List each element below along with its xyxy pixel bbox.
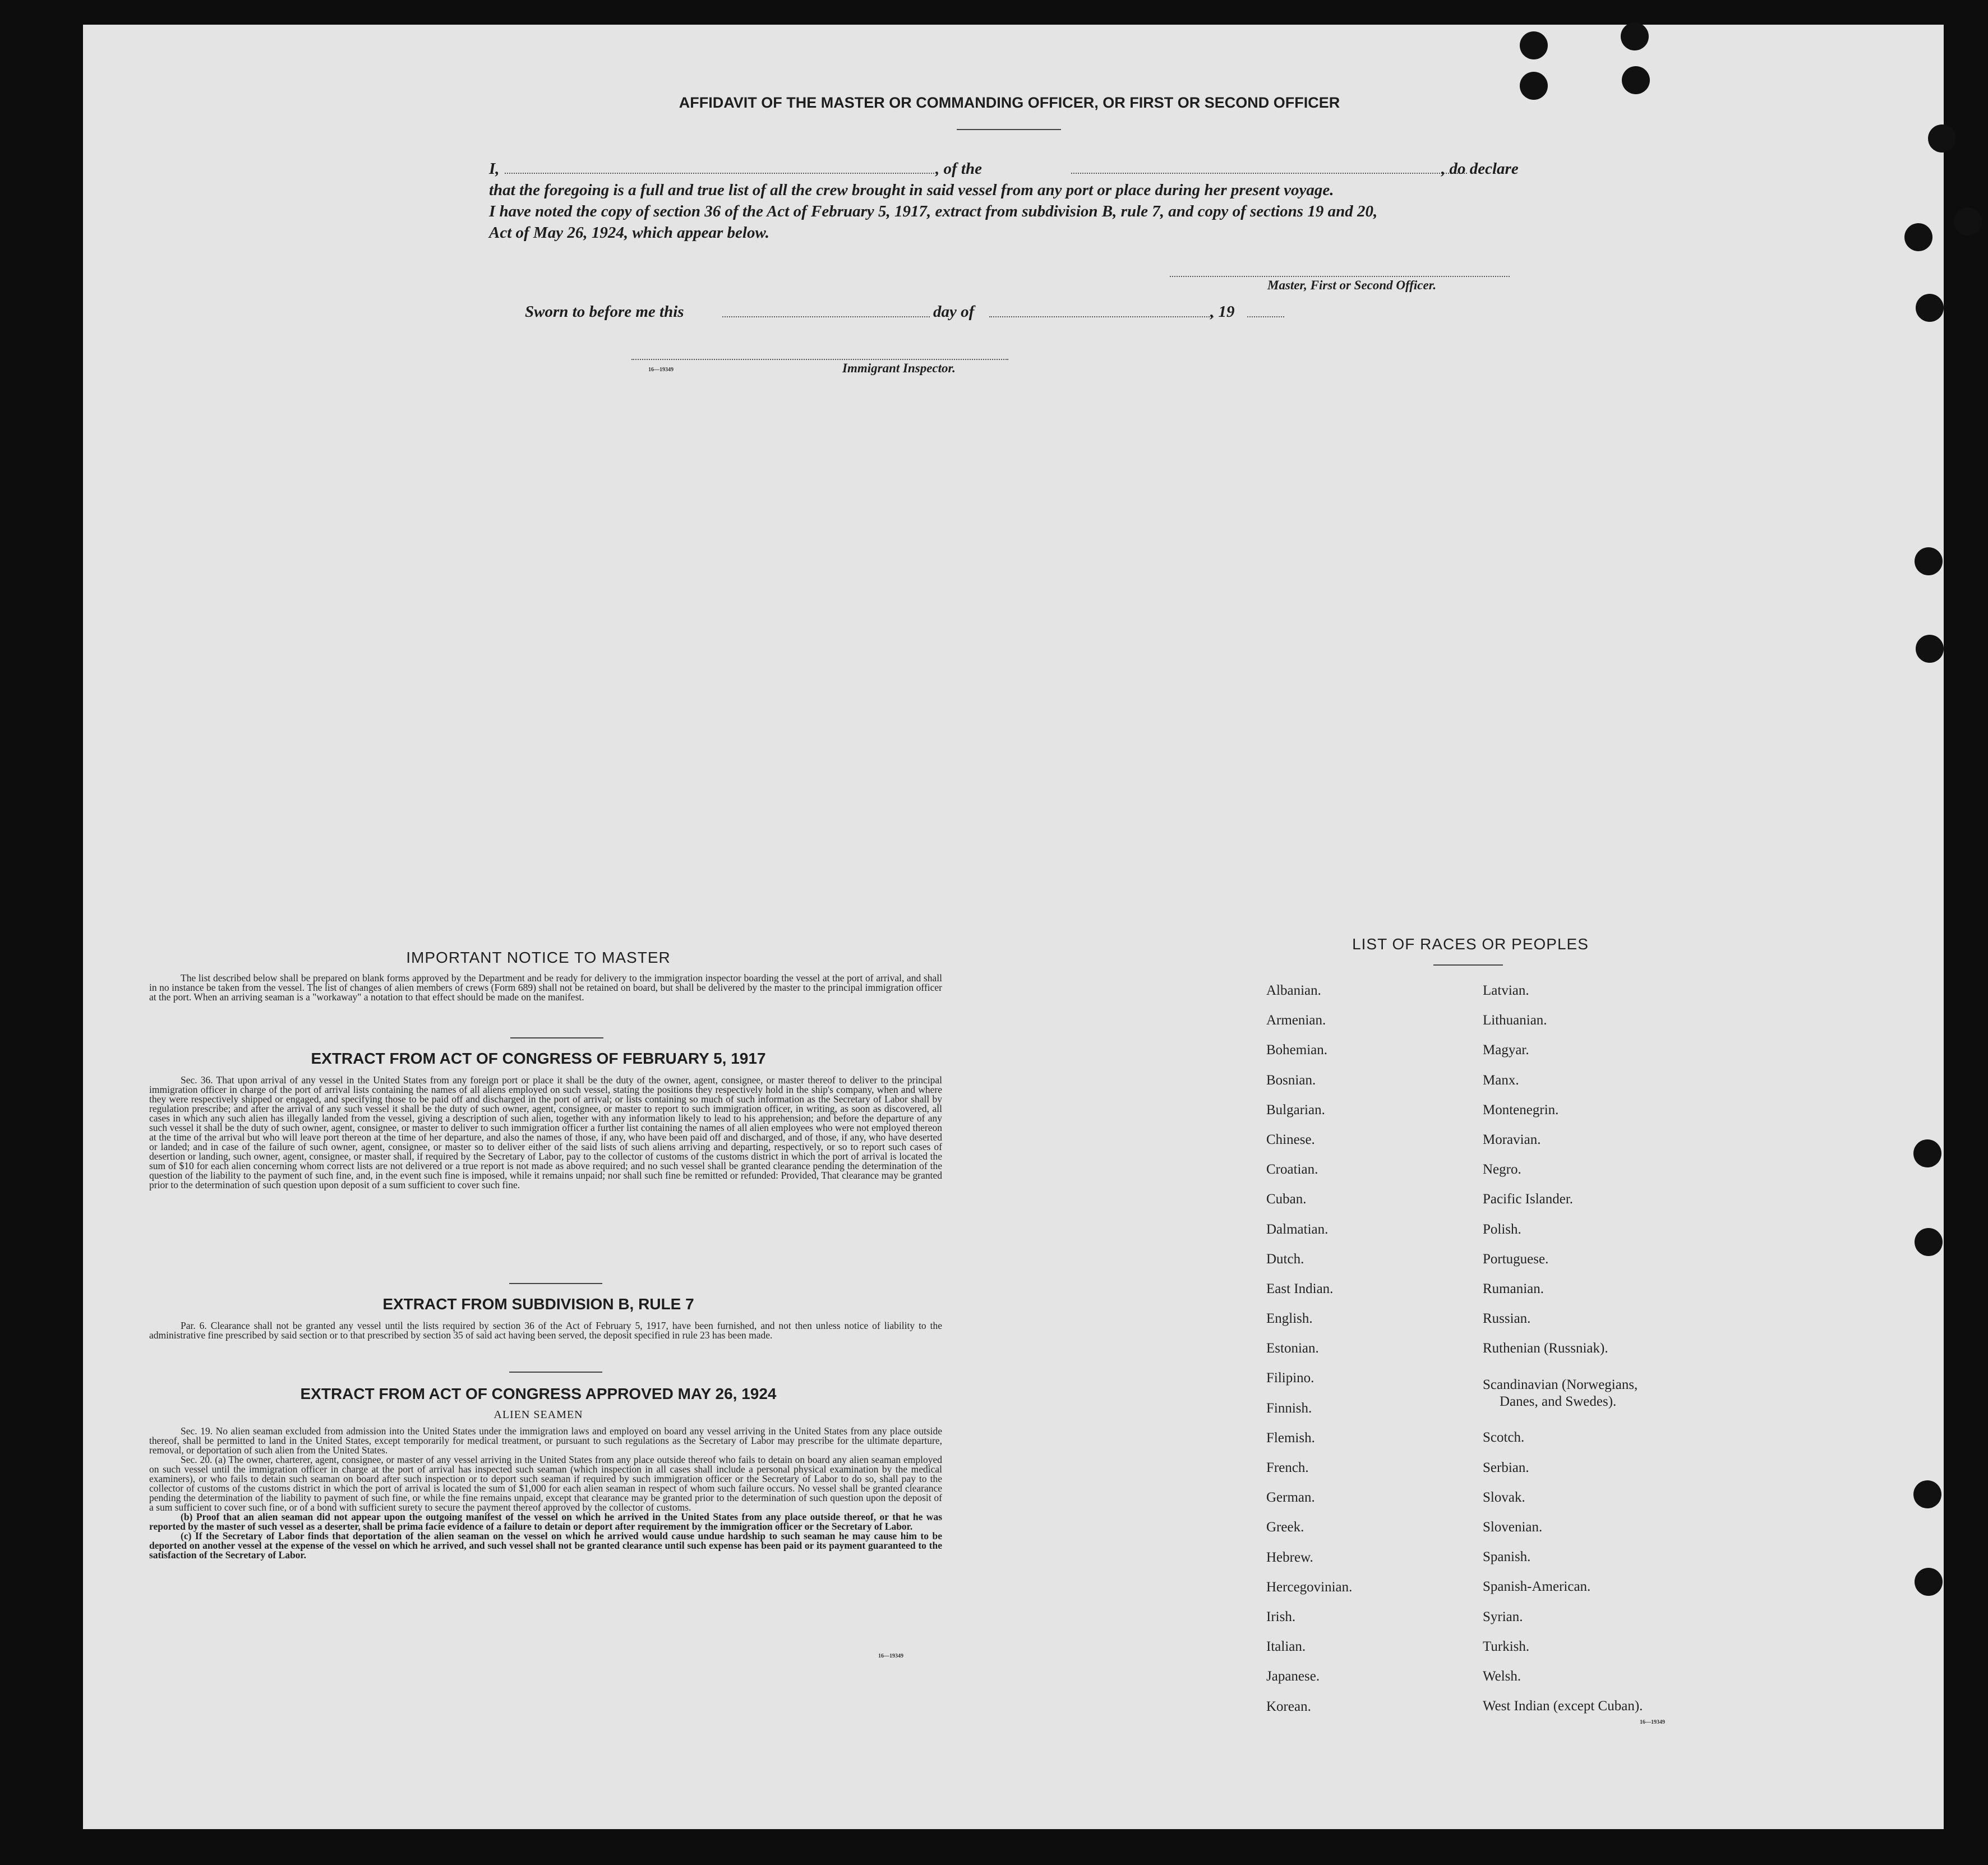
affidavit-do-declare: , do declare <box>1441 160 1519 178</box>
race-item: Manx. <box>1483 1072 1519 1088</box>
race-item: Albanian. <box>1266 983 1321 998</box>
sec-36-text: Sec. 36. That upon arrival of any vessel in the United States from any foreign port or place it shall be the duty of the owner, agent, consignee, or master thereof to deliver to the principal immigration officer in charge of the port of arrival lists containing the names of all aliens employed on such vessel, stating the positions they respectively hold in the ship's company, when and where they were respectively shipped or engaged, and specifying those to be paid off and discharged in the port of arrival; or lists containing so much of such information as the Secretary of Labor shall by regulation prescribe; and after the arrival of any such vessel it shall be the duty of such owner, agent, consignee, or master to report to such immigration officer, in writing, as soon as discovered, all cases in which any such alien has illegally landed from the vessel, giving a description of such alien, together with any information likely to lead to his apprehension; and before the departure of any such vessel it shall be the duty of such owner, agent, consignee, or master to deliver to such immigration officer a further list containing the names of all alien employees who were not employed thereon at the time of the arrival but who will leave port thereon at the time of her departure, and also the names of those, if any, who have been paid off and discharged, and of those, if any, who have deserted or landed; and in case of the failure of such owner, agent, consignee, or master so to deliver either of the said lists of such aliens arriving and departing, respectively, or so to report such cases of desertion or landing, such owner, agent, consignee, or master shall, if required by the Secretary of Labor, pay to the collector of customs of the customs district in which the port of arrival is located the sum of $10 for each alien concerning whom correct lists are not delivered or a true report is not made as above required; and no such vessel shall be granted clearance pending the determination of the question of the liability to the payment of such fine, and, in the event such fine is imposed, while it remains unpaid; nor shall such fine be remitted or refunded: Provided, That clearance may be granted prior to the determination of such question upon deposit of a sum sufficient to cover such fine. <box>149 1074 942 1190</box>
extract-1924-body <box>149 1427 942 1560</box>
race-item: Rumanian. <box>1483 1281 1544 1296</box>
rule-7-title: EXTRACT FROM SUBDIVISION B, RULE 7 <box>382 1295 694 1313</box>
race-item: Bosnian. <box>1266 1072 1316 1088</box>
race-item: Latvian. <box>1483 983 1529 998</box>
races-column-1 <box>1266 976 1352 1721</box>
sec-20a-text: Sec. 20. (a) The owner, charterer, agent, consignee, or master of any vessel arriving in the United States from any place outside thereof who fails to detain on board any alien seaman employed on such vessel until the immigration officer in charge at the port of arrival has inspected such seaman (which inspection in all cases shall include a personal physical examination by the medical examiners), or who fails to detain such seaman on board after such inspection or to deport such seaman if required by such immigration officer or the Secretary of Labor to do so, shall pay to the collector of customs of the customs district in which the port of arrival is located the sum of $1,000 for each alien seaman in respect of whom such failure occurs. No vessel shall be granted clearance pending the determination of the liability to payment of such fine, or while the fine remains unpaid, except that clearance may be granted prior to the determination of such question upon the deposit of a sum sufficient to cover such fine, or of a bond with sufficient surety to secure the payment thereof approved by the collector of customs. <box>149 1454 942 1513</box>
master-signature-label: Master, First or Second Officer. <box>1267 278 1437 292</box>
race-item: Turkish. <box>1483 1638 1530 1654</box>
race-item: English. <box>1266 1311 1313 1327</box>
sec-19-text: Sec. 19. No alien seaman excluded from admission into the United States under the immigration laws and employed on board any vessel arriving in the United States from any place outside thereof, shall be permitted to land in the United States, except temporarily for medical treatment, or pursuant to such regulations as the Secretary of Labor may prescribe for the ultimate departure, removal, or deportation of such alien from the United States. <box>149 1425 942 1456</box>
sworn-year-field[interactable] <box>1247 316 1284 317</box>
par-6-text: Par. 6. Clearance shall not be granted any vessel until the lists required by section 36 of the Act of February 5, 1917, have been furnished, and not then unless notice of liability to the administrative fine prescribed by said section or to that prescribed by section 35 of said act having been served, the deposit specified in rule 23 has been made. <box>149 1320 942 1341</box>
race-item: West Indian (except Cuban). <box>1483 1698 1643 1714</box>
race-item: Dutch. <box>1266 1251 1304 1267</box>
sworn-label: Sworn to before me this <box>525 303 684 321</box>
notice-text: The list described below shall be prepared on blank forms approved by the Department and be ready for delivery to the immigration inspector boarding the vessel at the port of arrival, and shall in no instance be taken from the vessel. The list of changes of alien members of crews (Form 689) shall not be retained on board, but shall be delivered by the master to the principal immigration officer at the port. When an arriving seaman is a "workaway" a notation to that effect should be made on the manifest. <box>149 972 942 1003</box>
punch-hole-right-1 <box>1928 124 1956 153</box>
race-item: Croatian. <box>1266 1162 1318 1178</box>
race-item: Hebrew. <box>1266 1549 1313 1565</box>
affidavit-i: I, <box>489 160 500 178</box>
race-item: Russian. <box>1483 1311 1531 1327</box>
affidavit-title-rule <box>957 129 1061 130</box>
form-code-bottom-right: 16—19349 <box>1640 1719 1665 1725</box>
race-item: Estonian. <box>1266 1341 1319 1356</box>
rule-7-body <box>149 1321 942 1340</box>
race-item: German. <box>1266 1490 1315 1506</box>
extract-1924-title: EXTRACT FROM ACT OF CONGRESS APPROVED MAY 26, 1924 <box>300 1385 777 1402</box>
punch-hole-right-8 <box>1915 1228 1943 1256</box>
punch-hole-right-5 <box>1915 547 1943 575</box>
affidavit-line-2: that the foregoing is a full and true list of all the crew brought in said vessel from any port or place during her present voyage. <box>489 181 1334 199</box>
race-item: Spanish-American. <box>1483 1579 1591 1595</box>
race-item: Filipino. <box>1266 1370 1314 1386</box>
affidavit-title: AFFIDAVIT OF THE MASTER OR COMMANDING OFFICER, OR FIRST OR SECOND OFFICER <box>679 94 1340 111</box>
form-code-bottom-left: 16—19349 <box>878 1653 903 1659</box>
race-item: Bulgarian. <box>1266 1102 1325 1118</box>
race-item: Bohemian. <box>1266 1042 1328 1058</box>
extract-1917-body <box>149 1075 942 1190</box>
form-code-top: 16—19349 <box>648 367 674 373</box>
race-item: Scandinavian (Norwegians, <box>1483 1377 1638 1393</box>
year-prefix: , 19 <box>1210 303 1235 321</box>
extract-1917-title: EXTRACT FROM ACT OF CONGRESS OF FEBRUARY 5, 1917 <box>311 1050 766 1067</box>
punch-hole-right-9 <box>1913 1480 1941 1508</box>
race-item: East Indian. <box>1266 1281 1334 1296</box>
race-item: Moravian. <box>1483 1132 1541 1147</box>
notice-title: IMPORTANT NOTICE TO MASTER <box>406 949 671 966</box>
race-item: Portuguese. <box>1483 1251 1549 1267</box>
sec-20c-text: (c) If the Secretary of Labor finds that deportation of the alien seaman on the vessel on which he arrived would cause undue hardship to such seaman he may cause him to be deported on another vessel at the expense of the vessel on which he arrived, and such vessel shall not be granted clearance until such expense has been paid or its payment guaranteed to the satisfaction of the Secretary of Labor. <box>149 1530 942 1561</box>
sec-20b-text: (b) Proof that an alien seaman did not appear upon the outgoing manifest of the vessel on which he arrived in the United States from any place outside thereof, or that he was reported by the master of such vessel as a deserter, shall be prima facie evidence of a failure to detain or deport after requirement by the immigration officer or the Secretary of Labor. <box>149 1511 942 1532</box>
punch-hole-top-1 <box>1520 31 1548 59</box>
extract-1917-rule <box>509 1283 602 1284</box>
race-item: Slovenian. <box>1483 1520 1543 1535</box>
race-item: Negro. <box>1483 1162 1521 1178</box>
punch-hole-right-10 <box>1915 1568 1943 1596</box>
race-item: Syrian. <box>1483 1609 1523 1624</box>
race-item: Spanish. <box>1483 1549 1531 1565</box>
affidavit-line-4: Act of May 26, 1924, which appear below. <box>489 224 769 242</box>
race-item: Italian. <box>1266 1639 1306 1655</box>
race-item: French. <box>1266 1460 1309 1475</box>
race-item: Polish. <box>1483 1221 1521 1237</box>
punch-hole-right-7 <box>1913 1139 1941 1167</box>
race-item: Pacific Islander. <box>1483 1192 1574 1207</box>
punch-hole-right-2 <box>1904 223 1932 251</box>
race-item: Ruthenian (Russniak). <box>1483 1341 1608 1356</box>
sworn-day-field[interactable] <box>722 316 930 317</box>
punch-hole-right-4 <box>1916 294 1944 322</box>
affidavit-line-1 <box>489 158 1532 179</box>
races-column-2 <box>1483 976 1643 1721</box>
race-item: Magyar. <box>1483 1042 1529 1058</box>
race-item: Montenegrin. <box>1483 1102 1559 1118</box>
notice-rule <box>510 1037 603 1038</box>
vessel-field[interactable] <box>1071 173 1467 174</box>
race-item: Slovak. <box>1483 1489 1525 1505</box>
race-item: Korean. <box>1266 1698 1311 1714</box>
punch-hole-top-3 <box>1621 22 1649 50</box>
affidavit-of-the: , of the <box>935 160 982 178</box>
race-item: Armenian. <box>1266 1013 1326 1028</box>
race-item: Greek. <box>1266 1520 1304 1535</box>
races-title: LIST OF RACES OR PEOPLES <box>1352 935 1589 953</box>
rule-7-rule <box>509 1372 602 1373</box>
sworn-month-field[interactable] <box>989 316 1214 317</box>
punch-hole-right-3 <box>1954 207 1982 236</box>
master-signature-field[interactable] <box>1170 276 1510 277</box>
race-item: Danes, and Swedes). <box>1500 1394 1617 1410</box>
punch-hole-right-6 <box>1916 635 1944 663</box>
race-item: Cuban. <box>1266 1192 1307 1207</box>
race-item: Welsh. <box>1483 1668 1521 1684</box>
race-item: Serbian. <box>1483 1460 1529 1475</box>
race-item: Flemish. <box>1266 1430 1315 1446</box>
notice-body <box>149 973 942 1002</box>
inspector-signature-field[interactable] <box>631 359 1008 360</box>
race-item: Lithuanian. <box>1483 1013 1547 1028</box>
name-field[interactable] <box>505 173 934 174</box>
punch-hole-top-4 <box>1622 66 1650 94</box>
affidavit-line-3: I have noted the copy of section 36 of the Act of February 5, 1917, extract from subdivision B, rule 7, and copy of sections 19 and 20, <box>489 202 1378 220</box>
day-of-label: day of <box>933 303 975 321</box>
race-item: Irish. <box>1266 1609 1296 1624</box>
race-item: Finnish. <box>1266 1400 1312 1416</box>
race-item: Hercegovinian. <box>1266 1579 1353 1595</box>
punch-hole-top-2 <box>1520 72 1548 100</box>
alien-seamen-subtitle: ALIEN SEAMEN <box>493 1409 583 1421</box>
race-item: Scotch. <box>1483 1430 1525 1446</box>
race-item: Dalmatian. <box>1266 1221 1329 1237</box>
race-item: Chinese. <box>1266 1132 1315 1147</box>
inspector-label: Immigrant Inspector. <box>842 361 956 375</box>
races-title-rule <box>1433 964 1503 966</box>
race-item: Japanese. <box>1266 1669 1320 1684</box>
